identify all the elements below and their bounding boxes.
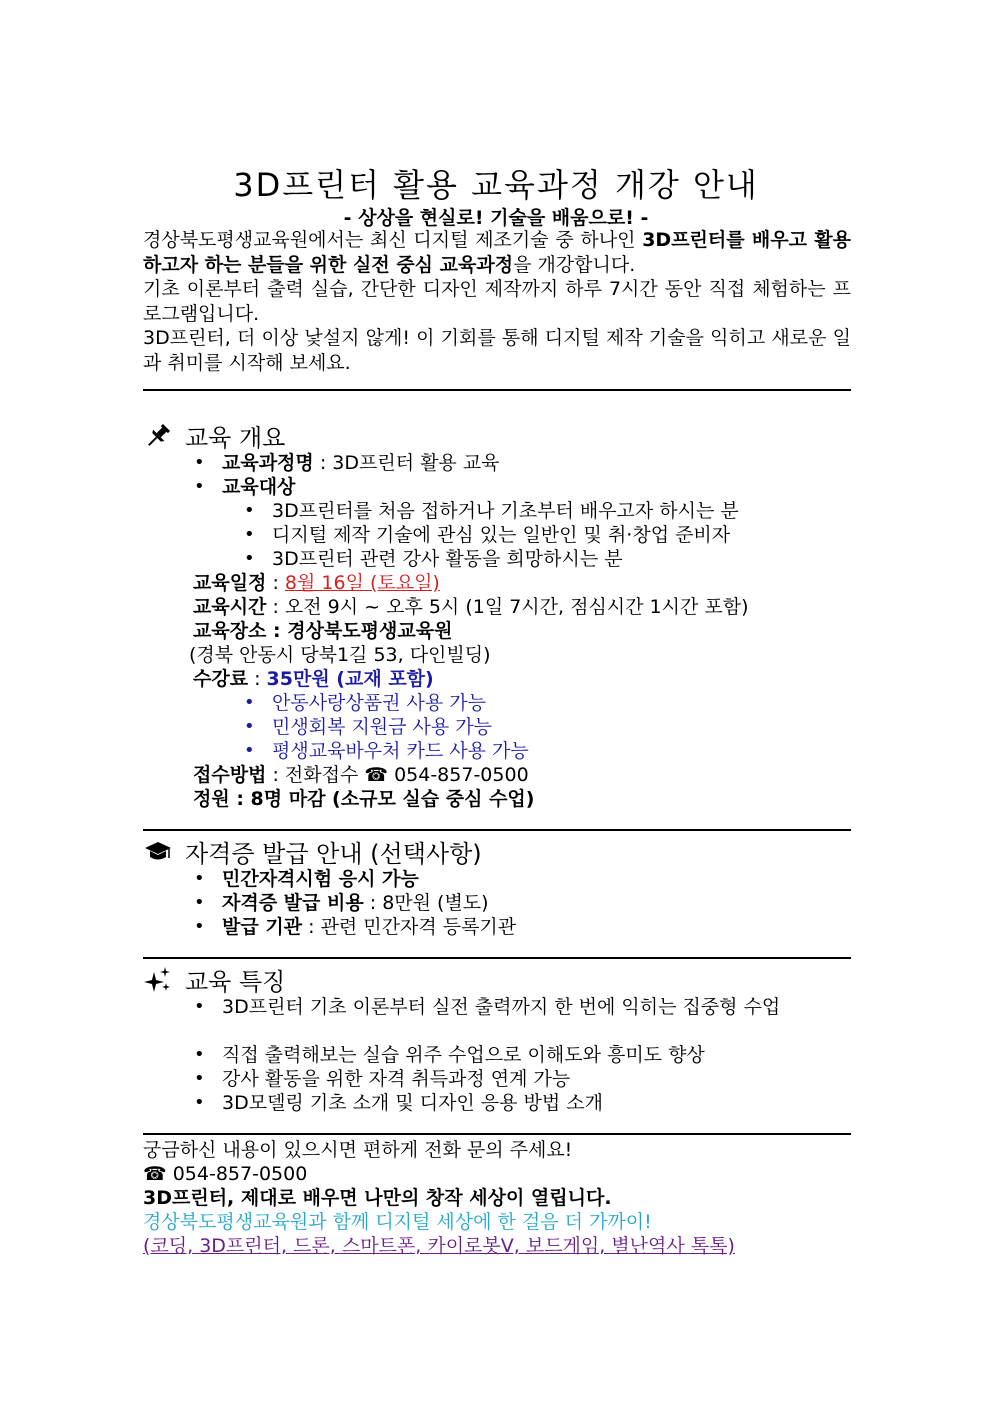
divider bbox=[143, 829, 851, 831]
section-overview-title bbox=[143, 418, 285, 453]
intro-text bbox=[143, 228, 851, 375]
overview-course-item bbox=[222, 451, 500, 475]
certificate-cost-value: : 8만원 (별도) bbox=[363, 892, 489, 914]
time-line bbox=[193, 595, 749, 619]
target-item-2: • 디지털 제작 기술에 관심 있는 일반인 및 취·창업 준비자 bbox=[272, 523, 730, 547]
divider bbox=[143, 389, 851, 391]
course-label: 교육과정명 bbox=[222, 452, 314, 474]
section-features-title bbox=[143, 962, 285, 997]
sparkles-icon bbox=[143, 965, 173, 995]
certificate-item-1 bbox=[222, 867, 419, 891]
apply-label: 접수방법 bbox=[193, 764, 267, 786]
footer-course-list: (코딩, 3D프린터, 드론, 스마트폰, 카이로봇V, 보드게임, 별난역사 톡톡) bbox=[143, 1235, 735, 1257]
time-label: 교육시간 bbox=[193, 596, 267, 618]
footer-invite: 경상북도평생교육원과 함께 디지털 세상에 한 걸음 더 가까이! bbox=[143, 1211, 652, 1233]
target-item-3: • 3D프린터 관련 강사 활동을 희망하시는 분 bbox=[272, 547, 623, 571]
address-line: (경북 안동시 당북1길 53, 다인빌딩) bbox=[189, 644, 491, 666]
apply-value: : 전화접수 ☎ 054-857-0500 bbox=[266, 764, 529, 786]
divider bbox=[143, 957, 851, 959]
intro-paragraph-3: 3D프린터, 더 이상 낯설지 않게! 이 기회를 통해 디지털 제작 기술을 익히고 새로운 일과 취미를 시작해 보세요. bbox=[143, 327, 851, 374]
fee-sep: : bbox=[248, 668, 267, 690]
capacity-label: 정원 bbox=[193, 788, 230, 810]
feature-item-4: • 3D모델링 기초 소개 및 디자인 응용 방법 소개 bbox=[222, 1091, 603, 1115]
footer-slogan: 3D프린터, 제대로 배우면 나만의 창작 세상이 열립니다. bbox=[143, 1187, 612, 1209]
target-item-1: • 3D프린터를 처음 접하거나 기초부터 배우고자 하시는 분 bbox=[272, 499, 739, 523]
schedule-line bbox=[193, 571, 440, 595]
intro-paragraph-2: 기초 이론부터 출력 실습, 간단한 디자인 제작까지 하루 7시간 동안 직접 체험하는 프로그램입니다. bbox=[143, 278, 851, 325]
intro-p1-a: 경상북도평생교육원에서는 최신 디지털 제조기술 중 하나인 bbox=[143, 229, 643, 251]
feature-item-1: • 3D프린터 기초 이론부터 실전 출력까지 한 번에 익히는 집중형 수업 bbox=[222, 995, 842, 1019]
section-certificate-title bbox=[143, 834, 482, 869]
fee-value: 35만원 (교재 포함) bbox=[266, 668, 434, 690]
certificate-item-2 bbox=[222, 891, 489, 915]
time-value: : 오전 9시 ~ 오후 5시 (1일 7시간, 점심시간 1시간 포함) bbox=[266, 596, 749, 618]
intro-p1-c: 을 개강합니다. bbox=[513, 253, 636, 276]
course-value: : 3D프린터 활용 교육 bbox=[313, 452, 500, 474]
fee-option-1: • 안동사랑상품권 사용 가능 bbox=[272, 691, 486, 715]
pushpin-icon bbox=[143, 421, 173, 451]
schedule-value: 8월 16일 (토요일) bbox=[284, 572, 440, 594]
graduation-cap-icon bbox=[143, 837, 173, 867]
fee-option-3: • 평생교육바우처 카드 사용 가능 bbox=[272, 739, 529, 763]
footer-inquiry: 궁금하신 내용이 있으시면 편하게 전화 문의 주세요! bbox=[143, 1139, 573, 1161]
certificate-item-1-text: 민간자격시험 응시 가능 bbox=[222, 868, 419, 890]
section-certificate-heading: 자격증 발급 안내 (선택사항) bbox=[185, 840, 482, 868]
page-subtitle: - 상상을 현실로! 기술을 배움으로! - bbox=[343, 207, 649, 229]
target-label: 교육대상 bbox=[222, 476, 296, 498]
schedule-label: 교육일정 bbox=[193, 572, 267, 594]
fee-label: 수강료 bbox=[193, 668, 249, 690]
place-value: : 경상북도평생교육원 bbox=[266, 620, 453, 642]
overview-target-item bbox=[222, 475, 295, 499]
certificate-cost-label: 자격증 발급 비용 bbox=[222, 892, 364, 914]
place-line bbox=[193, 619, 452, 643]
place-label: 교육장소 bbox=[193, 620, 267, 642]
intro-p1-bold: 3D프린터를 배우고 활용하고자 하는 분들을 위한 실전 중심 교육과정 bbox=[143, 229, 851, 276]
section-features-heading: 교육 특징 bbox=[185, 968, 286, 996]
certificate-item-3 bbox=[222, 915, 516, 939]
intro-paragraph-1 bbox=[143, 228, 851, 277]
divider bbox=[143, 1133, 851, 1135]
apply-line bbox=[193, 763, 529, 787]
fee-line bbox=[193, 667, 434, 691]
section-overview-heading: 교육 개요 bbox=[185, 424, 286, 452]
feature-item-3: • 강사 활동을 위한 자격 취득과정 연계 가능 bbox=[222, 1067, 570, 1091]
certificate-org-label: 발급 기관 bbox=[222, 916, 303, 938]
footer-phone: ☎ 054-857-0500 bbox=[143, 1163, 308, 1185]
page-title: 3D프린터 활용 교육과정 개강 안내 bbox=[233, 166, 759, 204]
capacity-value: : 8명 마감 (소규모 실습 중심 수업) bbox=[229, 788, 535, 810]
fee-option-2: • 민생회복 지원금 사용 가능 bbox=[272, 715, 492, 739]
feature-item-2: • 직접 출력해보는 실습 위주 수업으로 이해도와 흥미도 향상 bbox=[222, 1043, 705, 1067]
schedule-sep: : bbox=[266, 572, 285, 594]
capacity-line bbox=[193, 787, 534, 811]
certificate-org-value: : 관련 민간자격 등록기관 bbox=[302, 916, 517, 938]
